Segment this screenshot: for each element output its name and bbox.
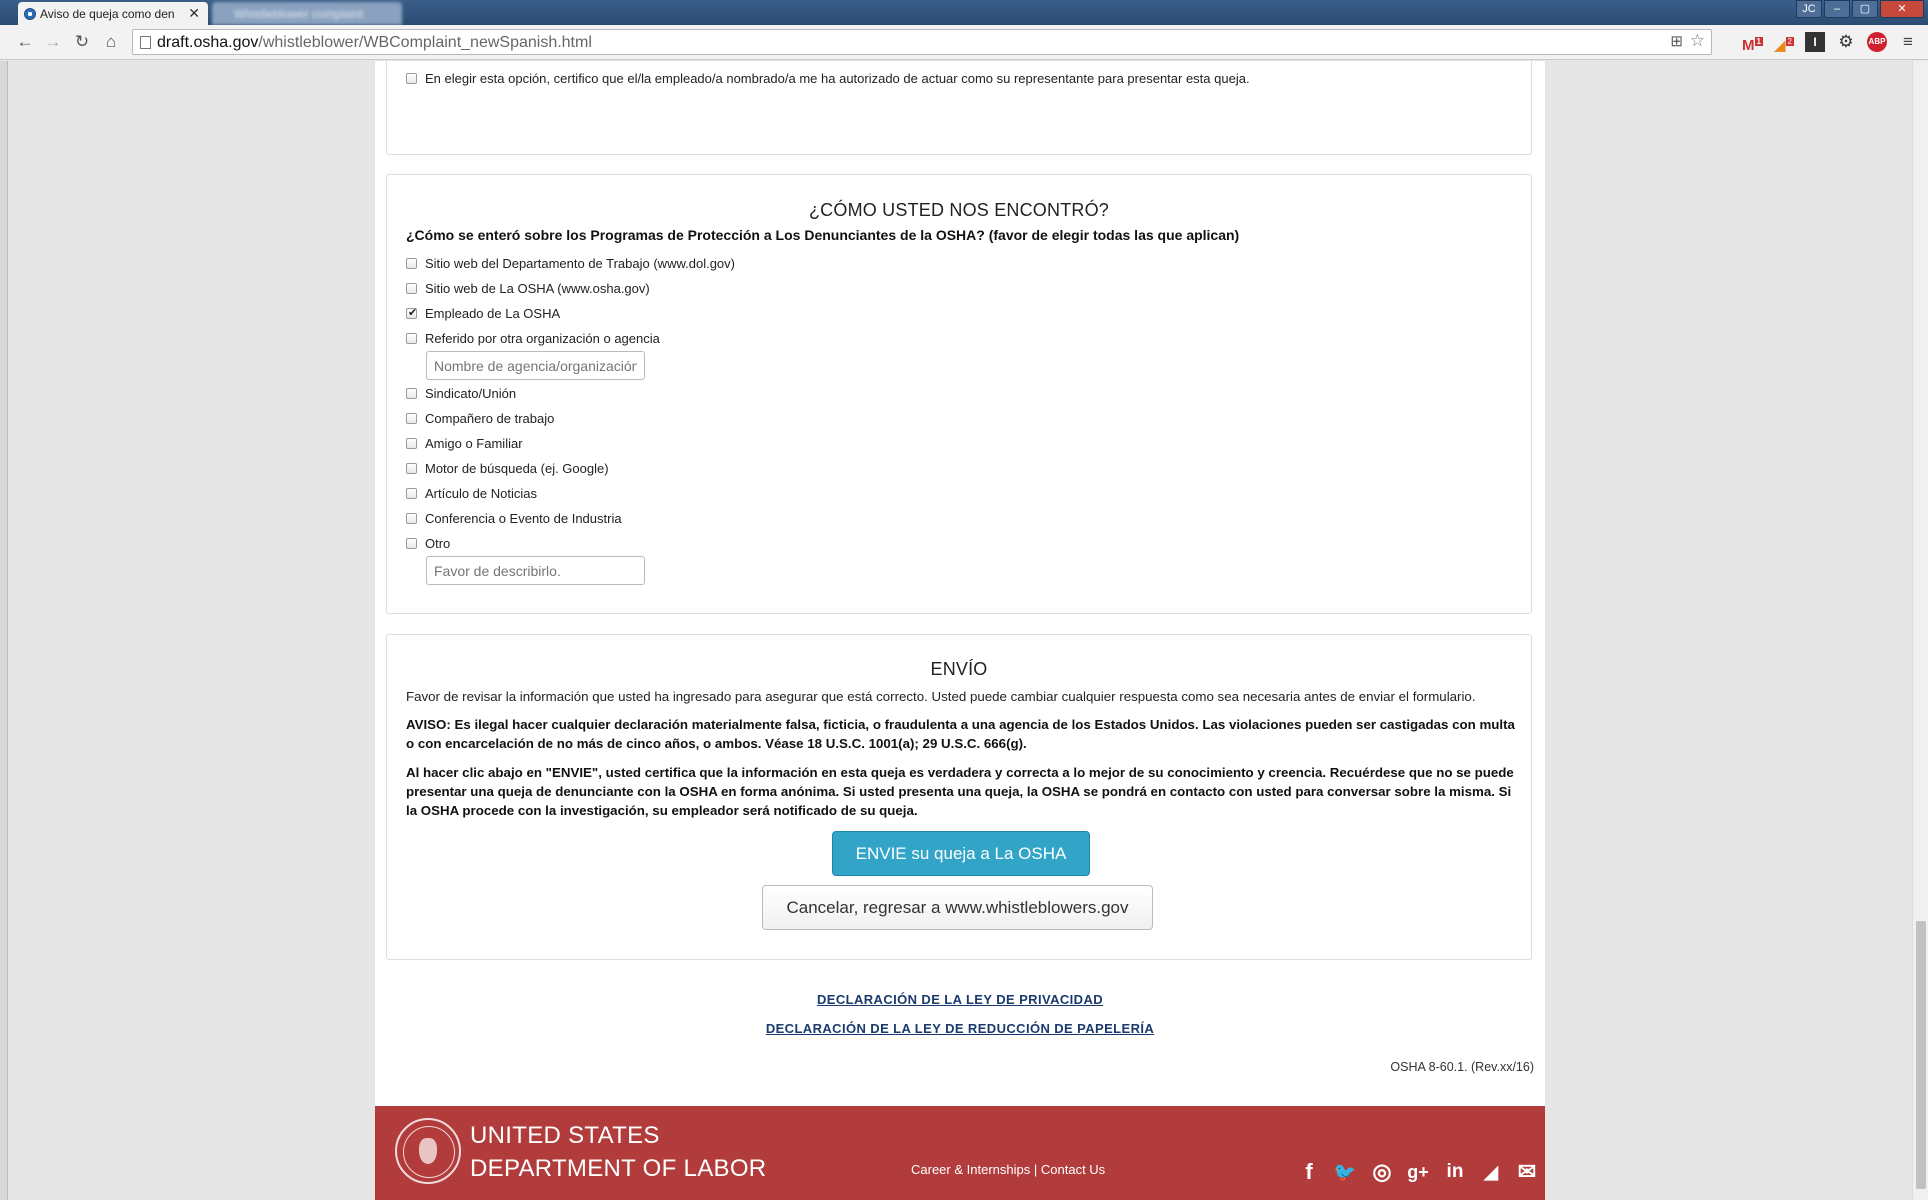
- home-icon[interactable]: ⌂: [105, 32, 117, 51]
- option-label: Otro: [425, 536, 451, 551]
- tab-inactive[interactable]: [212, 2, 402, 25]
- google-plus-icon[interactable]: g+: [1407, 1162, 1429, 1182]
- option-checkbox[interactable]: [406, 413, 417, 424]
- option-union[interactable]: [406, 386, 516, 402]
- how-found-panel: [386, 174, 1532, 614]
- option-label: Sindicato/Unión: [425, 386, 517, 401]
- option-label: Sitio web de La OSHA (www.osha.gov): [425, 281, 650, 296]
- dol-footer-links: [911, 1162, 1105, 1177]
- option-dol-website[interactable]: [406, 256, 735, 272]
- legal-notice-text: AVISO: Es ilegal hacer cualquier declaración materialmente falsa, ficticia, o fraudulenta a una agencia de los Estados Unidos. Las violaciones pueden ser castigadas con multa o con encarcelación de no más de cinco años, o ambos. Véase 18 U.S.C. 1001(a); 29 U.S.C. 666(g).: [406, 717, 1515, 751]
- linkedin-icon[interactable]: in: [1446, 1161, 1464, 1182]
- window-controls: [1796, 0, 1924, 18]
- tab-close-icon[interactable]: ✕: [188, 5, 200, 21]
- paperwork-act-link[interactable]: DECLARACIÓN DE LA LEY DE REDUCCIÓN DE PAPELERÍA: [765, 1021, 1155, 1036]
- tab-title-inactive: Whistleblower complaint: [234, 7, 364, 21]
- page-scrollbar[interactable]: [1912, 61, 1928, 1200]
- option-friend-family[interactable]: [406, 436, 523, 452]
- page-icon: [140, 36, 151, 49]
- rss-extension-icon[interactable]: ◢ $^2$: [1774, 37, 1792, 54]
- option-news-article[interactable]: [406, 486, 537, 502]
- option-label: Sitio web del Departamento de Trabajo (www.dol.gov): [425, 256, 735, 271]
- minimize-button[interactable]: –: [1824, 0, 1850, 18]
- review-text: Favor de revisar la información que usted ha ingresado para asegurar que está correcto. Usted puede cambiar cualquier respuesta como sea necesaria antes de enviar el formulario.: [406, 689, 1476, 704]
- agency-name-input[interactable]: [426, 351, 645, 380]
- authorization-certify-label: En elegir esta opción, certifico que el/la empleado/a nombrado/a me ha autorizado de actuar como su representante para presentar esta queja.: [425, 71, 1250, 86]
- form-page: [375, 61, 1545, 1200]
- option-label: Empleado de La OSHA: [425, 306, 561, 321]
- left-window-edge: [0, 61, 8, 1200]
- gmail-badge: 1: [1756, 37, 1761, 46]
- submission-title: ENVÍO: [930, 659, 988, 679]
- privacy-act-link[interactable]: DECLARACIÓN DE LA LEY DE PRIVACIDAD: [816, 992, 1104, 1007]
- authorization-checkbox[interactable]: [406, 73, 417, 84]
- option-checkbox[interactable]: [406, 258, 417, 269]
- how-found-title: ¿CÓMO USTED NOS ENCONTRÓ?: [808, 200, 1109, 220]
- link-separator: |: [1033, 1162, 1038, 1177]
- browser-title-bar: [0, 0, 1928, 25]
- tab-title: Aviso de queja como den: [40, 7, 175, 21]
- submission-panel: [386, 634, 1532, 960]
- page-viewport: [8, 61, 1912, 1200]
- instagram-icon[interactable]: ◎: [1372, 1159, 1392, 1184]
- contact-us-link[interactable]: Contact Us: [1040, 1162, 1106, 1177]
- close-window-button[interactable]: ✕: [1880, 0, 1924, 18]
- certification-text: Al hacer clic abajo en "ENVIE", usted certifica que la información en esta queja es verdadera y correcta a lo mejor de su conocimiento y creencia. Recuérdese que no se puede presentar una queja de denunciante con la OSHA en forma anónima. Si usted presenta una queja, la OSHA se pondrá en contacto con usted para conversar sobre la misma. Si la OSHA procede con la investigación, su empleador será notificado de su queja.: [406, 765, 1514, 818]
- forward-arrow-icon[interactable]: →: [44, 32, 62, 51]
- option-search-engine[interactable]: [406, 461, 609, 477]
- dol-name-line2: DEPARTMENT OF LABOR: [470, 1155, 767, 1182]
- option-checkbox[interactable]: [406, 463, 417, 474]
- option-label: Compañero de trabajo: [425, 411, 555, 426]
- form-number: OSHA 8-60.1. (Rev.xx/16): [1390, 1060, 1534, 1074]
- submit-complaint-button[interactable]: ENVIE su queja a La OSHA: [832, 831, 1090, 876]
- career-internships-link[interactable]: Career & Internships: [911, 1162, 1031, 1177]
- option-checkbox[interactable]: [406, 538, 417, 549]
- option-other[interactable]: [406, 536, 450, 552]
- browser-toolbar: [0, 25, 1928, 60]
- maximize-button[interactable]: ▢: [1852, 0, 1878, 18]
- option-checkbox[interactable]: [406, 388, 417, 399]
- option-label: Artículo de Noticias: [425, 486, 537, 501]
- option-industry-event[interactable]: [406, 511, 622, 527]
- back-arrow-icon[interactable]: ←: [16, 32, 34, 51]
- option-coworker[interactable]: [406, 411, 554, 427]
- option-checkbox[interactable]: [406, 283, 417, 294]
- user-profile-button[interactable]: JC: [1796, 0, 1822, 18]
- option-checkbox-checked[interactable]: [406, 308, 417, 319]
- tab-active[interactable]: [18, 2, 208, 25]
- authorization-panel: [386, 61, 1532, 155]
- option-referred-agency[interactable]: [406, 331, 660, 347]
- bookmark-star-icon[interactable]: ☆: [1689, 31, 1705, 50]
- option-label: Amigo o Familiar: [425, 436, 523, 451]
- option-label: Referido por otra organización o agencia: [425, 331, 660, 346]
- twitter-icon[interactable]: 🐦: [1333, 1162, 1357, 1182]
- scrollbar-thumb[interactable]: [1916, 921, 1926, 1189]
- option-osha-website[interactable]: [406, 281, 650, 297]
- gmail-extension-icon[interactable]: M $^1$: [1742, 37, 1761, 54]
- option-label: Motor de búsqueda (ej. Google): [425, 461, 609, 476]
- adblock-icon[interactable]: ABP: [1867, 32, 1887, 52]
- option-checkbox[interactable]: [406, 333, 417, 344]
- rss-icon[interactable]: ◢: [1484, 1162, 1498, 1182]
- url-host: draft.osha.gov: [157, 34, 259, 51]
- facebook-icon[interactable]: f: [1305, 1159, 1313, 1184]
- translate-icon[interactable]: ⊞: [1670, 33, 1683, 50]
- url-path: /whistleblower/WBComplaint_newSpanish.html: [258, 34, 592, 51]
- address-bar[interactable]: [132, 29, 1712, 55]
- option-checkbox[interactable]: [406, 488, 417, 499]
- option-osha-employee[interactable]: [406, 306, 560, 322]
- menu-hamburger-icon[interactable]: ≡: [1903, 32, 1913, 51]
- dol-seal-logo: [395, 1118, 461, 1184]
- cancel-return-button[interactable]: Cancelar, regresar a www.whistleblowers.gov: [762, 885, 1153, 930]
- how-found-question: ¿Cómo se enteró sobre los Programas de Protección a Los Denunciantes de la OSHA? (favor de elegir todas las que aplican): [406, 227, 1240, 243]
- authorization-certify-row[interactable]: [406, 71, 1250, 87]
- reload-icon[interactable]: ↻: [74, 32, 90, 51]
- osha-favicon-icon: [24, 8, 36, 20]
- option-checkbox[interactable]: [406, 438, 417, 449]
- dol-footer: [375, 1106, 1545, 1200]
- option-checkbox[interactable]: [406, 513, 417, 524]
- dol-name-line1: UNITED STATES: [470, 1122, 660, 1149]
- settings-gear-icon[interactable]: ⚙: [1838, 32, 1854, 51]
- other-description-input[interactable]: [426, 556, 645, 585]
- rss-badge: 2: [1787, 37, 1792, 46]
- email-icon[interactable]: ✉: [1517, 1159, 1537, 1184]
- bookmark-extension-icon[interactable]: I: [1805, 32, 1825, 52]
- option-label: Conferencia o Evento de Industria: [425, 511, 622, 526]
